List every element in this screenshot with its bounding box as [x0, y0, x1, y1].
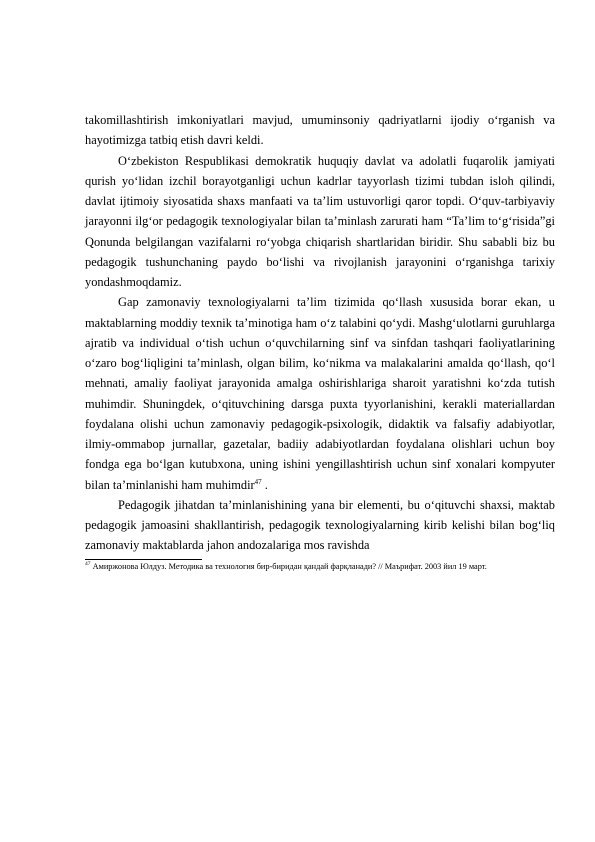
paragraph-1: takomillashtirish imkoniyatlari mavjud, umuminsoniy qadriyatlarni ijodiy o‘rganish va hayotimizga tatbiq etish davri keldi.	[85, 113, 555, 148]
paragraph-4: Pedagogik jihatdan ta’minlanishining yana bir elementi, bu o‘qituvchi shaxsi, maktab pedagogik jamoasini shakllantirish, pedagogik texnologiyalarning kirib kelishi bilan bog‘liq zamonaviy maktablarda jahon andozalariga mos ravishda	[85, 497, 555, 553]
footnote-reference: 47	[254, 477, 262, 486]
paragraph-3-tail: .	[261, 477, 268, 492]
document-page	[85, 110, 555, 572]
footnote	[85, 561, 555, 572]
paragraph-2: O‘zbekiston Respublikasi demokratik huquqiy davlat va adolatli fuqarolik jamiyati qurish yo‘lidan izchil borayotganligi uchun kadrlar tayyorlash tizimi tubdan isloh qilindi, davlat ijtimoiy siyosatida shaxs manfaati va ta’lim ustuvorligi qaror topdi. O‘quv-tarbiyaviy jarayonni ilg‘or pedagogik texnologiyalar bilan ta’minlash zarurati ham “Ta’lim to‘g‘risida”gi Qonunda belgilangan vazifalarni ro‘yobga chiqarish shartlaridan biridir. Shu sababli biz bu pedagogik tushunchaning paydo bo‘lishi va rivojlanish jarayonini o‘rganishga tarixiy yondashmoqdamiz.	[85, 153, 555, 289]
paragraph-3	[85, 292, 555, 495]
footnote-separator	[85, 559, 202, 560]
footnote-text: Амиржонова Юлдуз. Методика ва технология бир-биридан қандай фарқланади? // Маърифат. 2003 йил 19 март.	[90, 561, 487, 571]
footnote-number: 47	[85, 560, 91, 567]
paragraph-3-text: Gap zamonaviy texnologiyalarni ta’lim tizimida qo‘llash xususida borar ekan, u maktablarning moddiy texnik ta’minotiga ham o‘z talabini qo‘ydi. Mashg‘ulotlarni guruhlarga ajratib va individual o‘tish uchun o‘quvchilarning sinf va sinfdan tashqari faoliyatlarining o‘zaro bog‘liqligini ta’minlash, olgan bilim, ko‘nikma va malakalarini amalda qo‘llash, qo‘l mehnati, amaliy faoliyat jarayonida amalga oshirishlariga sharoit yaratishni ko‘zda tutish muhimdir. Shuningdek, o‘qituvchining darsga puxta tyyorlanishini, kerakli materiallardan foydalana olishi uchun zamonaviy pedagogik-psixologik, didaktik va falsafiy adabiyotlar, ilmiy-ommabop jurnallar, gazetalar, badiiy adabiyotlardan foydalana olishlari uchun boy fondga ega bo‘lgan kutubxona, uning ishini yengillashtirish uchun sinf xonalari kompyuter bilan ta’minlanishi ham muhimdir	[85, 295, 555, 492]
